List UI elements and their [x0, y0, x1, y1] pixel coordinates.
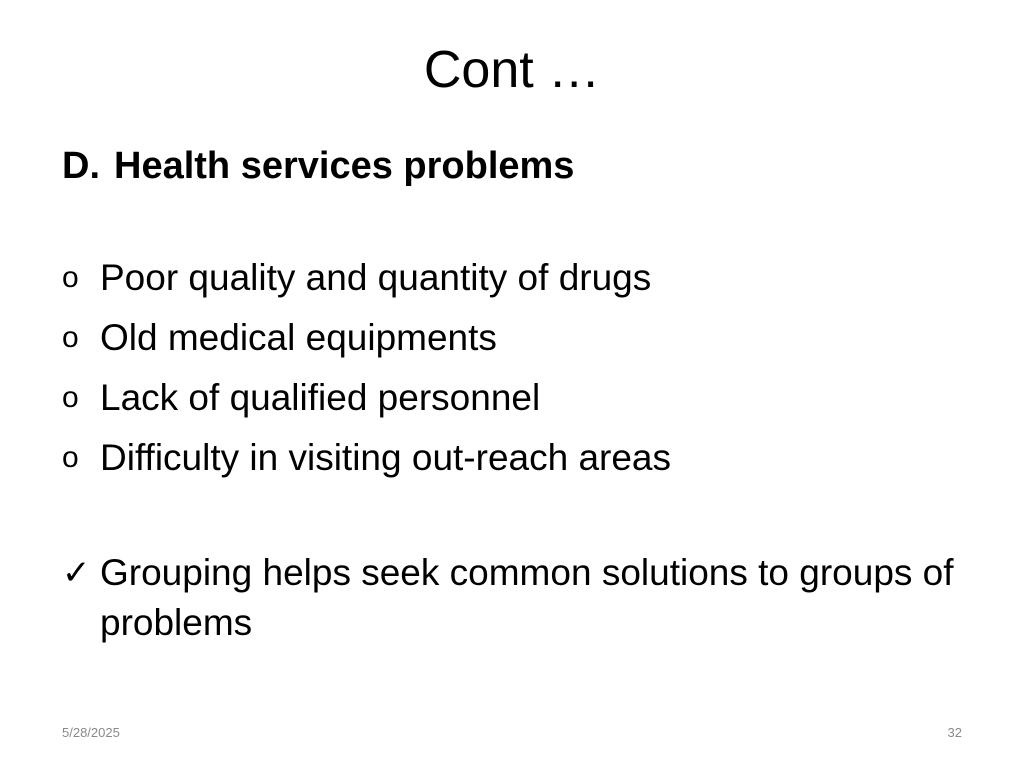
- checkmark-icon: ✓: [62, 554, 91, 592]
- summary-point: [62, 548, 1000, 648]
- footer-date: 5/28/2025: [62, 725, 120, 740]
- circle-bullet-icon: o: [62, 261, 79, 294]
- circle-bullet-icon: o: [62, 441, 79, 474]
- circle-bullet-icon: o: [62, 381, 79, 414]
- problem-list: [62, 248, 671, 488]
- list-item-text: Poor quality and quantity of drugs: [100, 257, 652, 298]
- section-letter: D.: [62, 145, 100, 187]
- page-number: 32: [947, 725, 962, 740]
- list-item-text: Difficulty in visiting out-reach areas: [100, 437, 672, 478]
- slide-title: Cont …: [423, 41, 601, 99]
- section-heading-text: Health services problems: [114, 145, 575, 187]
- circle-bullet-icon: o: [62, 321, 79, 354]
- list-item: [62, 428, 671, 488]
- list-item-text: Lack of qualified personnel: [100, 377, 541, 418]
- section-heading: [62, 142, 574, 190]
- summary-text: Grouping helps seek common solutions to groups of problems: [100, 552, 954, 643]
- list-item: [62, 368, 671, 428]
- list-item: [62, 248, 671, 308]
- list-item: [62, 308, 671, 368]
- list-item-text: Old medical equipments: [100, 317, 497, 358]
